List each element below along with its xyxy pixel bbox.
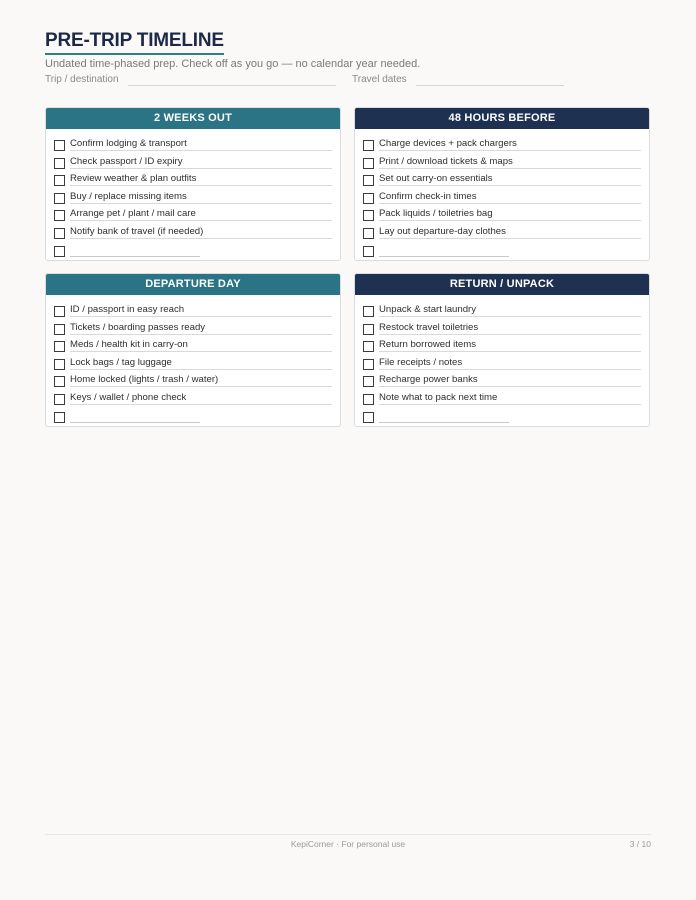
card-header: 48 HOURS BEFORE: [355, 108, 649, 129]
write-line: [379, 203, 641, 204]
checklist-item: [363, 137, 649, 155]
checkbox[interactable]: [363, 341, 374, 352]
travel-dates-field[interactable]: [416, 85, 564, 86]
checkbox[interactable]: [54, 394, 65, 405]
checkbox[interactable]: [363, 306, 374, 317]
write-line: [70, 238, 332, 239]
page-subtitle: Undated time-phased prep. Check off as you go — no calendar year needed.: [45, 58, 421, 70]
checkbox[interactable]: [54, 175, 65, 186]
write-line: [379, 220, 641, 221]
item-label: Pack liquids / toiletries bag: [379, 208, 497, 219]
checkbox[interactable]: [54, 210, 65, 221]
write-line: [379, 386, 641, 387]
write-line: [70, 316, 332, 317]
page-number: 3 / 10: [629, 839, 651, 849]
card-header: DEPARTURE DAY: [46, 274, 340, 295]
blank-entry-line[interactable]: [379, 256, 509, 257]
checkbox[interactable]: [54, 246, 65, 257]
write-line: [70, 150, 332, 151]
checklist-item: [54, 373, 340, 391]
checkbox[interactable]: [363, 246, 374, 257]
card-2-weeks-out: [45, 107, 341, 261]
item-label: Note what to pack next time: [379, 392, 501, 403]
write-line: [70, 404, 332, 405]
item-label: Recharge power banks: [379, 374, 482, 385]
checklist-item: [54, 356, 340, 374]
checkbox[interactable]: [54, 376, 65, 387]
write-line: [379, 150, 641, 151]
write-line: [379, 351, 641, 352]
page-title: PRE-TRIP TIMELINE: [45, 30, 224, 55]
checkbox[interactable]: [363, 158, 374, 169]
checklist-item-blank: [54, 409, 340, 427]
checklist-item: [54, 190, 340, 208]
checkbox[interactable]: [363, 140, 374, 151]
item-label: Lock bags / tag luggage: [70, 357, 176, 368]
checklist: [355, 129, 649, 260]
checklist-item: [363, 391, 649, 409]
blank-entry-line[interactable]: [379, 422, 509, 423]
write-line: [70, 168, 332, 169]
checklist: [46, 129, 340, 260]
checkbox[interactable]: [363, 376, 374, 387]
checklist-item: [54, 172, 340, 190]
checkbox[interactable]: [363, 359, 374, 370]
item-label: Print / download tickets & maps: [379, 156, 517, 167]
checklist-item: [363, 373, 649, 391]
checkbox[interactable]: [54, 324, 65, 335]
write-line: [379, 238, 641, 239]
checklist-item: [363, 207, 649, 225]
write-line: [70, 203, 332, 204]
checklist-item: [363, 356, 649, 374]
checklist: [46, 295, 340, 426]
item-label: Home locked (lights / trash / water): [70, 374, 222, 385]
card-header: RETURN / UNPACK: [355, 274, 649, 295]
checklist-item: [363, 155, 649, 173]
checkbox[interactable]: [54, 140, 65, 151]
footer-text: KepiCorner · For personal use: [290, 839, 406, 849]
write-line: [379, 404, 641, 405]
write-line: [379, 185, 641, 186]
write-line: [70, 369, 332, 370]
item-label: ID / passport in easy reach: [70, 304, 188, 315]
checklist-item-blank: [54, 243, 340, 261]
travel-dates-label: Travel dates: [352, 74, 407, 85]
checklist-item: [54, 137, 340, 155]
checkbox[interactable]: [363, 412, 374, 423]
item-label: Return borrowed items: [379, 339, 480, 350]
checklist-item: [363, 338, 649, 356]
item-label: Meds / health kit in carry-on: [70, 339, 192, 350]
checklist-item: [54, 207, 340, 225]
item-label: Set out carry-on essentials: [379, 173, 497, 184]
item-label: Buy / replace missing items: [70, 191, 191, 202]
write-line: [70, 185, 332, 186]
blank-entry-line[interactable]: [70, 422, 200, 423]
footer-divider: [45, 834, 651, 835]
checkbox[interactable]: [363, 175, 374, 186]
checklist-item: [363, 225, 649, 243]
checklist-item: [54, 338, 340, 356]
checklist-item: [54, 391, 340, 409]
item-label: Confirm lodging & transport: [70, 138, 191, 149]
checkbox[interactable]: [363, 228, 374, 239]
checklist-item: [54, 225, 340, 243]
checkbox[interactable]: [54, 306, 65, 317]
item-label: Confirm check-in times: [379, 191, 481, 202]
item-label: Check passport / ID expiry: [70, 156, 187, 167]
card-header: 2 WEEKS OUT: [46, 108, 340, 129]
item-label: Unpack & start laundry: [379, 304, 480, 315]
checkbox[interactable]: [54, 228, 65, 239]
checkbox[interactable]: [54, 412, 65, 423]
checklist-item: [363, 321, 649, 339]
write-line: [379, 369, 641, 370]
item-label: Tickets / boarding passes ready: [70, 322, 209, 333]
write-line: [379, 334, 641, 335]
checklist: [355, 295, 649, 426]
item-label: Notify bank of travel (if needed): [70, 226, 207, 237]
item-label: Charge devices + pack chargers: [379, 138, 521, 149]
blank-entry-line[interactable]: [70, 256, 200, 257]
item-label: Review weather & plan outfits: [70, 173, 200, 184]
checklist-item-blank: [363, 243, 649, 261]
write-line: [70, 220, 332, 221]
item-label: Restock travel toiletries: [379, 322, 482, 333]
checklist-item: [363, 172, 649, 190]
checkbox[interactable]: [54, 158, 65, 169]
write-line: [70, 334, 332, 335]
item-label: Lay out departure-day clothes: [379, 226, 510, 237]
trip-destination-field[interactable]: [128, 85, 336, 86]
checkbox[interactable]: [363, 324, 374, 335]
checkbox[interactable]: [363, 210, 374, 221]
write-line: [70, 386, 332, 387]
checkbox[interactable]: [363, 193, 374, 204]
card-departure-day: [45, 273, 341, 427]
checklist-item: [54, 321, 340, 339]
checkbox[interactable]: [54, 341, 65, 352]
checklist-item: [363, 303, 649, 321]
checkbox[interactable]: [363, 394, 374, 405]
card-48-hours-before: [354, 107, 650, 261]
checklist-item: [54, 155, 340, 173]
card-return-unpack: [354, 273, 650, 427]
checkbox[interactable]: [54, 193, 65, 204]
item-label: File receipts / notes: [379, 357, 466, 368]
checklist-item: [363, 190, 649, 208]
write-line: [70, 351, 332, 352]
item-label: Keys / wallet / phone check: [70, 392, 190, 403]
item-label: Arrange pet / plant / mail care: [70, 208, 200, 219]
checkbox[interactable]: [54, 359, 65, 370]
write-line: [379, 168, 641, 169]
checklist-item: [54, 303, 340, 321]
checklist-item-blank: [363, 409, 649, 427]
trip-destination-label: Trip / destination: [45, 74, 119, 85]
write-line: [379, 316, 641, 317]
